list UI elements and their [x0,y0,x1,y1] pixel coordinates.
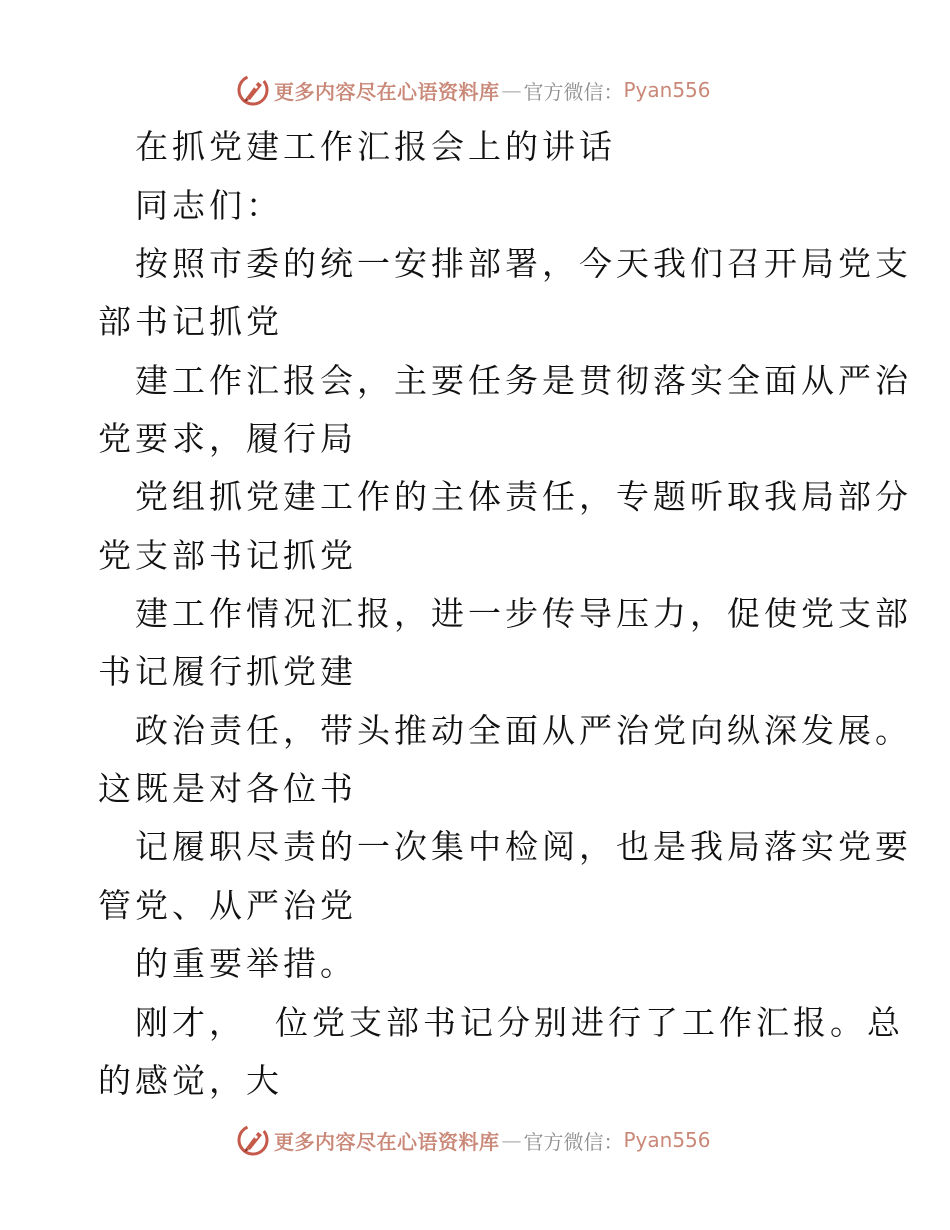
body-line: 建工作汇报会，主要任务是贯彻落实全面从严治 [135,361,912,400]
body-line: 按照市委的统一安排部署，今天我们召开局党支 [135,244,912,283]
body-line: 书记履行抓党建 [98,652,357,691]
body-line: 部书记抓党 [98,302,283,341]
pen-nib-circle-logo [236,73,270,107]
pen-nib-circle-logo [236,1123,270,1157]
body-line: 党组抓党建工作的主体责任，专题听取我局部分 [135,477,912,516]
document-title: 在抓党建工作汇报会上的讲话 [135,127,616,166]
body-line: 的重要举措。 [135,944,357,983]
body-line: 记履职尽责的一次集中检阅，也是我局落实党要 [135,827,912,866]
banner-dash: — [501,1128,522,1152]
body-line: 政治责任，带头推动全面从严治党向纵深发展。 [135,711,912,750]
banner-wechat-label: 官方微信： [523,79,624,104]
body-line: 建工作情况汇报，进一步传导压力，促使党支部 [135,594,912,633]
banner-dash: — [501,78,522,102]
footer-banner [236,1122,711,1158]
body-line: 党要求，履行局 [98,419,357,458]
header-banner [236,72,711,108]
body-line: 管党、从严治党 [98,886,357,925]
banner-text: 更多内容尽在心语资料库 [274,79,500,104]
banner-text: 更多内容尽在心语资料库 [274,1129,500,1154]
banner-wechat-id: Pyan556 [623,78,711,102]
banner-wechat-label: 官方微信： [523,1129,624,1154]
banner-wechat-id: Pyan556 [623,1128,711,1152]
body-line: 刚才， 位党支部书记分别进行了工作汇报。总 [135,1003,904,1042]
body-line: 的感觉，大 [98,1061,283,1100]
body-line: 这既是对各位书 [98,769,357,808]
body-line: 党支部书记抓党 [98,536,357,575]
salutation: 同志们： [135,186,283,225]
